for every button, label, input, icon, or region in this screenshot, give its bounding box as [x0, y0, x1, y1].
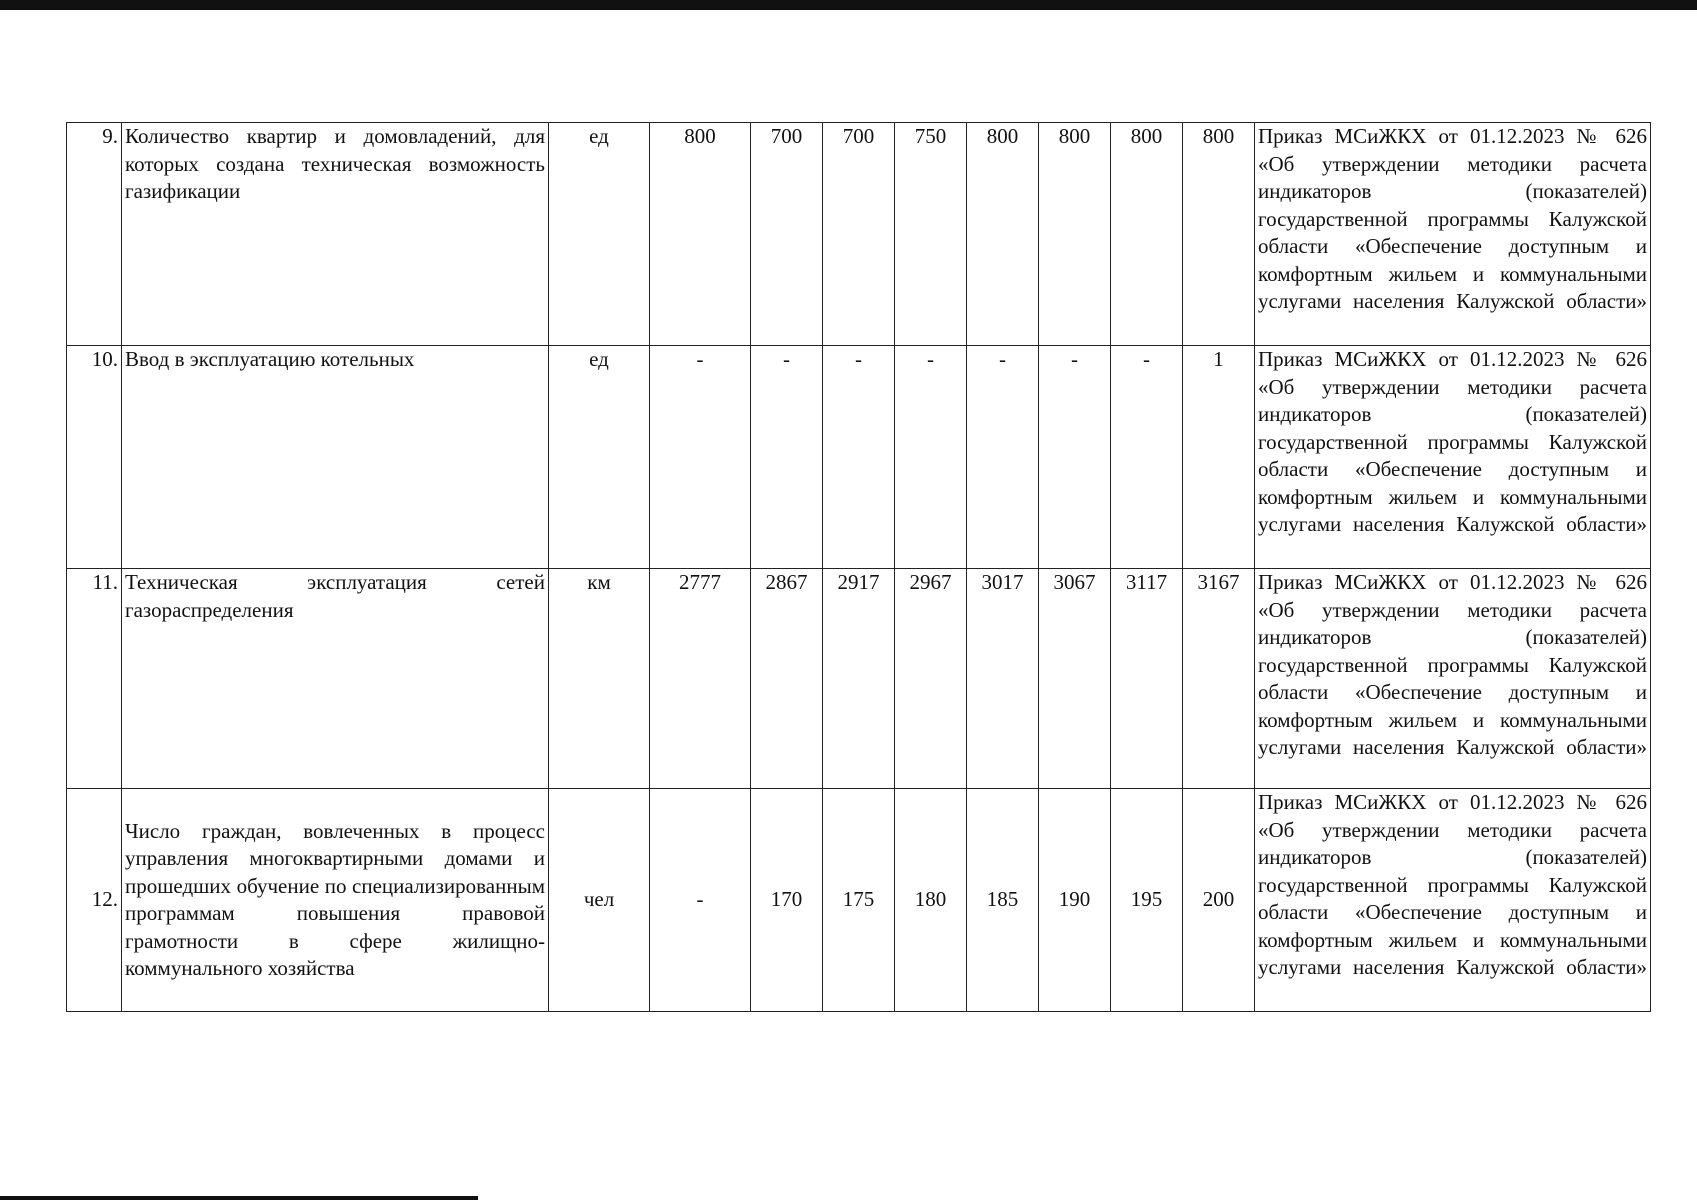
row-number: 11.: [67, 569, 122, 789]
value-cell: -: [823, 346, 895, 569]
document-page: [66, 122, 1651, 1012]
value-cell: 800: [1111, 123, 1183, 346]
value-cell: 700: [751, 123, 823, 346]
indicator-name: Количество квартир и домовладений, для которых создана техническая возможность газификации: [122, 123, 549, 346]
indicator-name: Техническая эксплуатация сетей газораспределения: [122, 569, 549, 789]
value-cell: -: [967, 346, 1039, 569]
value-cell: -: [895, 346, 967, 569]
value-cell: 800: [967, 123, 1039, 346]
row-number: 9.: [67, 123, 122, 346]
unit-cell: чел: [549, 789, 650, 1012]
value-cell: 800: [1183, 123, 1255, 346]
value-cell: 2777: [650, 569, 751, 789]
value-cell: 700: [823, 123, 895, 346]
source-cell: Приказ МСиЖКХ от 01.12.2023 № 626 «Об утверждении методики расчета индикаторов (показателей) государственной программы Калужской области «Обеспечение доступным и комфортным жильем и коммунальными услугами населения Калужской области»: [1255, 789, 1651, 1012]
value-cell: 3167: [1183, 569, 1255, 789]
value-cell: 800: [1039, 123, 1111, 346]
indicator-name: Число граждан, вовлеченных в процесс управления многоквартирными домами и прошедших обучение по специализированным программам повышения правовой грамотности в сфере жилищно-коммунального хозяйства: [122, 789, 549, 1012]
unit-cell: км: [549, 569, 650, 789]
value-cell: 800: [650, 123, 751, 346]
value-cell: 200: [1183, 789, 1255, 1012]
value-cell: 2917: [823, 569, 895, 789]
value-cell: 3067: [1039, 569, 1111, 789]
table-row: [67, 569, 1651, 789]
value-cell: 190: [1039, 789, 1111, 1012]
table-row: [67, 123, 1651, 346]
value-cell: 1: [1183, 346, 1255, 569]
source-cell: Приказ МСиЖКХ от 01.12.2023 № 626 «Об утверждении методики расчета индикаторов (показателей) государственной программы Калужской области «Обеспечение доступным и комфортным жильем и коммунальными услугами населения Калужской области»: [1255, 123, 1651, 346]
value-cell: 170: [751, 789, 823, 1012]
value-cell: 185: [967, 789, 1039, 1012]
value-cell: -: [751, 346, 823, 569]
source-cell: Приказ МСиЖКХ от 01.12.2023 № 626 «Об утверждении методики расчета индикаторов (показателей) государственной программы Калужской области «Обеспечение доступным и комфортным жильем и коммунальными услугами населения Калужской области»: [1255, 569, 1651, 789]
value-cell: 180: [895, 789, 967, 1012]
value-cell: 3117: [1111, 569, 1183, 789]
value-cell: -: [1111, 346, 1183, 569]
indicator-name: Ввод в эксплуатацию котельных: [122, 346, 549, 569]
table-row: [67, 346, 1651, 569]
value-cell: -: [1039, 346, 1111, 569]
source-cell: Приказ МСиЖКХ от 01.12.2023 № 626 «Об утверждении методики расчета индикаторов (показателей) государственной программы Калужской области «Обеспечение доступным и комфортным жильем и коммунальными услугами населения Калужской области»: [1255, 346, 1651, 569]
value-cell: 750: [895, 123, 967, 346]
indicators-table: [66, 122, 1651, 1012]
unit-cell: ед: [549, 123, 650, 346]
value-cell: -: [650, 789, 751, 1012]
value-cell: 2967: [895, 569, 967, 789]
value-cell: 3017: [967, 569, 1039, 789]
scan-edge-top: [0, 0, 1697, 10]
table-row: [67, 789, 1651, 1012]
row-number: 12.: [67, 789, 122, 1012]
unit-cell: ед: [549, 346, 650, 569]
value-cell: 195: [1111, 789, 1183, 1012]
row-number: 10.: [67, 346, 122, 569]
value-cell: 175: [823, 789, 895, 1012]
value-cell: 2867: [751, 569, 823, 789]
scan-edge-bottom: [0, 1196, 478, 1200]
value-cell: -: [650, 346, 751, 569]
